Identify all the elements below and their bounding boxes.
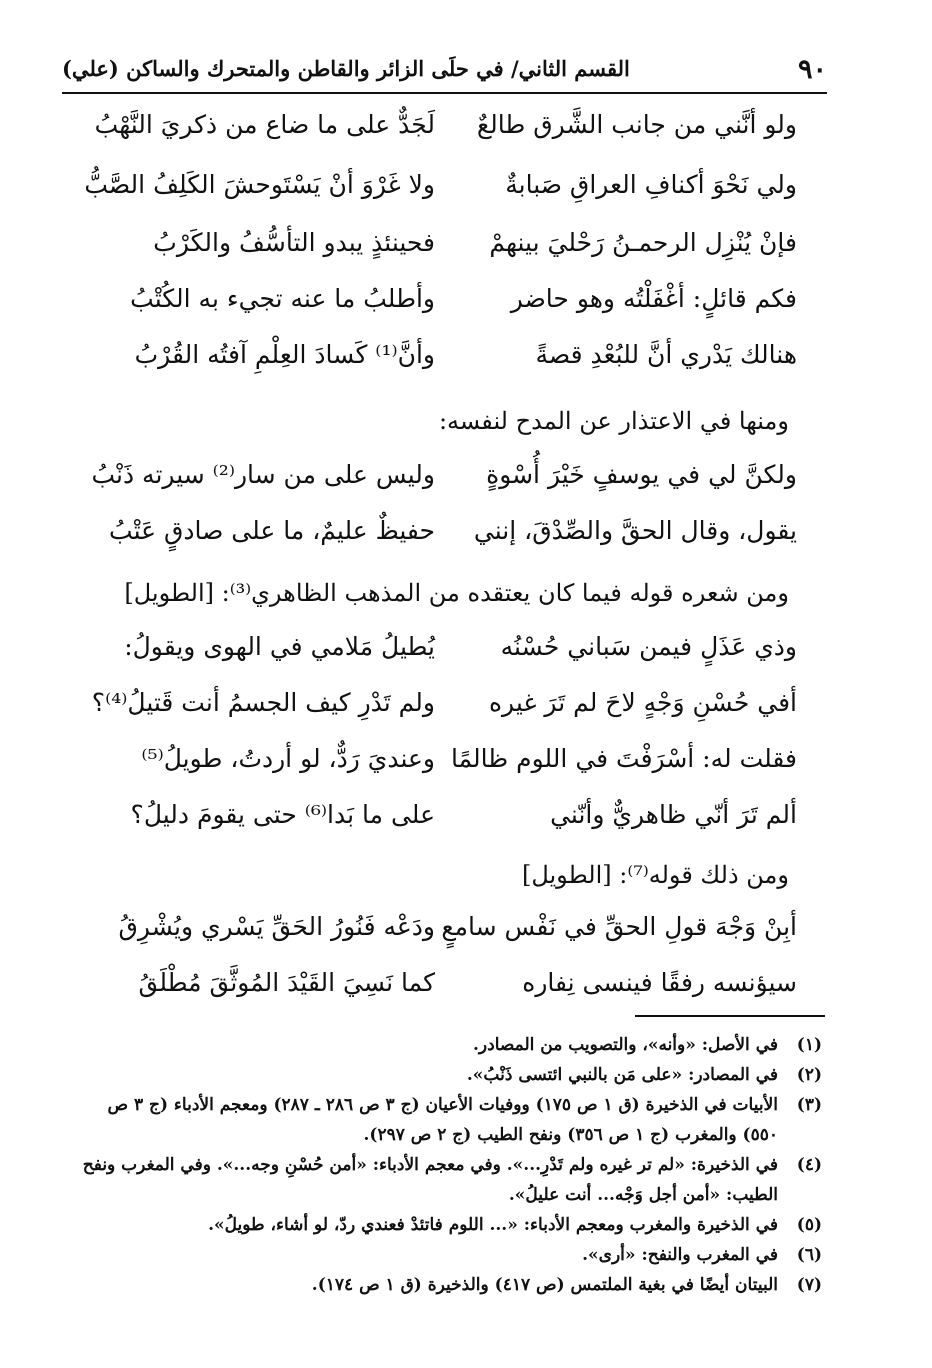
footnote-text: الأبيات في الذخيرة (ق ١ ص ١٧٥) ووفيات الأعيان (ج ٣ ص ٢٨٦ ـ ٢٨٧) ومعجم الأدباء (ج ٣ ص ٥٥٠) والمغرب (ج ١ ص ٣٥٦) ونفح الطيب (ج ٢ ص ٢٩٧). — [107, 1095, 778, 1145]
footnote — [70, 1150, 822, 1210]
verse-first-hemistich: ولو أنَّني من جانب الشَّرق طالعٌ — [476, 110, 797, 139]
footnote-text: في الذخيرة: «لم تر غيره ولم تَدْرِ...». وفي معجم الأدباء: «أمن حُسْنِ وجه...». وفي المغرب ونفح الطيب: «أمن أجل وَجْه... أنت عليلُ». — [82, 1155, 778, 1205]
verse — [95, 902, 797, 958]
verse — [95, 506, 797, 564]
footnote-number: (١) — [796, 1035, 822, 1055]
footnote — [70, 1060, 822, 1090]
verse-first-hemistich: وذي عَذَلٍ فيمن سَباني حُسْنُه — [500, 632, 797, 661]
page-number: ٩٠ — [797, 54, 827, 85]
verse-second-hemistich: لَجَدٌّ على ما ضاع من ذكريَ النَّهْبُ — [94, 110, 435, 139]
verse-second-hemistich: حفيظٌ عليمٌ، ما على صادقٍ عَتْبُ — [109, 516, 435, 545]
verse-first-hemistich: هنالك يَدْري أنَّ للبُعْدِ قصةً — [535, 340, 797, 369]
verse-second-hemistich: على ما بَدا⁽⁶⁾ حتى يقومَ دليلُ؟ — [130, 800, 435, 829]
footnote — [70, 1030, 822, 1060]
verse-first-hemistich: ولكنَّ لي في يوسفٍ خَيْرَ أُسْوةٍ — [486, 460, 797, 489]
verse-first-hemistich: فكم قائلٍ: أغْفَلْتُه وهو حاضر — [510, 284, 797, 313]
verse-second-hemistich: ولا غَرْوَ أنْ يَسْتَوحشَ الكَلِفُ الصَّبُّ — [84, 170, 435, 199]
verse — [95, 734, 797, 790]
footnote-number: (٢) — [796, 1065, 822, 1085]
poem-body — [84, 100, 797, 1014]
footnote-text: البيتان أيضًا في بغية الملتمس (ص ٤١٧) والذخيرة (ق ١ ص ١٧٤). — [311, 1275, 778, 1295]
verse-second-hemistich: يُطيلُ مَلامي في الهوى ويقولُ: — [124, 632, 435, 661]
footnote — [70, 1240, 822, 1270]
footnote-text: في الذخيرة والمغرب ومعجم الأدباء: «... اللوم فاتئدْ فعندي ردّ، لو أشاء، طويلُ». — [208, 1215, 778, 1235]
footnote — [70, 1210, 822, 1240]
section-intro: ومنها في الاعتذار عن المدح لنفسه: — [438, 407, 789, 435]
verse-second-hemistich: وليس على من سار⁽²⁾ سيرته ذَنْبُ — [91, 460, 435, 489]
verse-second-hemistich: كما نَسِيَ القَيْدَ المُوثَّقَ مُطْلَقُ — [138, 968, 435, 997]
verse — [91, 450, 797, 506]
verse-first-hemistich: أبِنْ وَجْهَ قولِ الحقِّ في نَفْس سامعٍ — [441, 912, 797, 941]
footnote-number: (٦) — [796, 1245, 822, 1265]
verse-first-hemistich: فقلت له: أسْرَفْتَ في اللوم ظالمًا — [450, 744, 797, 773]
footnote — [70, 1270, 822, 1300]
footnote-text: في المصادر: «على مَن بالنبي ائتسى ذَنْبُ». — [466, 1065, 778, 1085]
verse — [95, 100, 797, 160]
verse-second-hemistich: وأطلبُ ما عنه تجيء به الكُتْبُ — [130, 284, 435, 313]
footnote-text: في الأصل: «وأنه»، والتصويب من المصادر. — [473, 1035, 778, 1055]
verse-first-hemistich: ألم تَرَ أنّي ظاهريٌّ وأنّني — [550, 800, 797, 829]
verse-first-hemistich: فإنْ يُنْزِل الرحمـنُ رَحْليَ بينهمْ — [489, 228, 797, 257]
verse — [95, 330, 797, 392]
section-intro: ومن شعره قوله فيما كان يعتقده من المذهب الظاهري⁽³⁾: [الطويل] — [124, 579, 789, 607]
verse-second-hemistich: ولم تَدْرِ كيف الجسمُ أنت قَتيلُ⁽⁴⁾؟ — [91, 688, 435, 717]
verse-first-hemistich: يقول، وقال الحقَّ والصِّدْقَ، إنني — [473, 516, 797, 545]
footnote-number: (٧) — [796, 1275, 822, 1295]
verse-first-hemistich: سيؤنسه رفقًا فينسى نِفاره — [522, 968, 797, 997]
footnote-number: (٤) — [796, 1155, 822, 1175]
verse — [91, 678, 797, 734]
footnotes — [70, 1030, 822, 1300]
verse — [84, 160, 797, 218]
verse-second-hemistich: فحينئذٍ يبدو التأسُّفُ والكَرْبُ — [153, 228, 435, 257]
verse-second-hemistich: ودَعْه فَنُورُ الحَقِّ يَسْري ويُشْرِقُ — [118, 912, 435, 941]
verse — [95, 274, 797, 330]
footnote-number: (٣) — [796, 1095, 822, 1115]
verse — [95, 790, 797, 848]
verse — [95, 958, 797, 1014]
running-title: القسم الثاني/ في حلَى الزائر والقاطن والمتحرك والساكن (علي) — [62, 56, 630, 81]
verse-second-hemistich: وعنديَ رَدٌّ، لو أردتُ، طويلُ⁽⁵⁾ — [141, 744, 435, 773]
verse — [95, 622, 797, 678]
verse — [95, 218, 797, 274]
section-intro: ومن ذلك قوله⁽⁷⁾: [الطويل] — [521, 861, 789, 889]
verse-first-hemistich: أفي حُسْنِ وَجْهٍ لاحَ لم تَرَ غيره — [488, 688, 797, 717]
verse-second-hemistich: وأنَّ⁽¹⁾ كَسادَ العِلْمِ آفتُه القُرْبُ — [134, 340, 435, 369]
verse-first-hemistich: ولي نَحْوَ أكنافِ العراقِ صَبابةٌ — [505, 170, 797, 199]
footnote — [70, 1090, 822, 1150]
page-header — [62, 52, 827, 94]
footnote-text: في المغرب والنفح: «أرى». — [582, 1245, 778, 1265]
footnote-number: (٥) — [796, 1215, 822, 1235]
footnote-separator — [635, 1015, 825, 1017]
